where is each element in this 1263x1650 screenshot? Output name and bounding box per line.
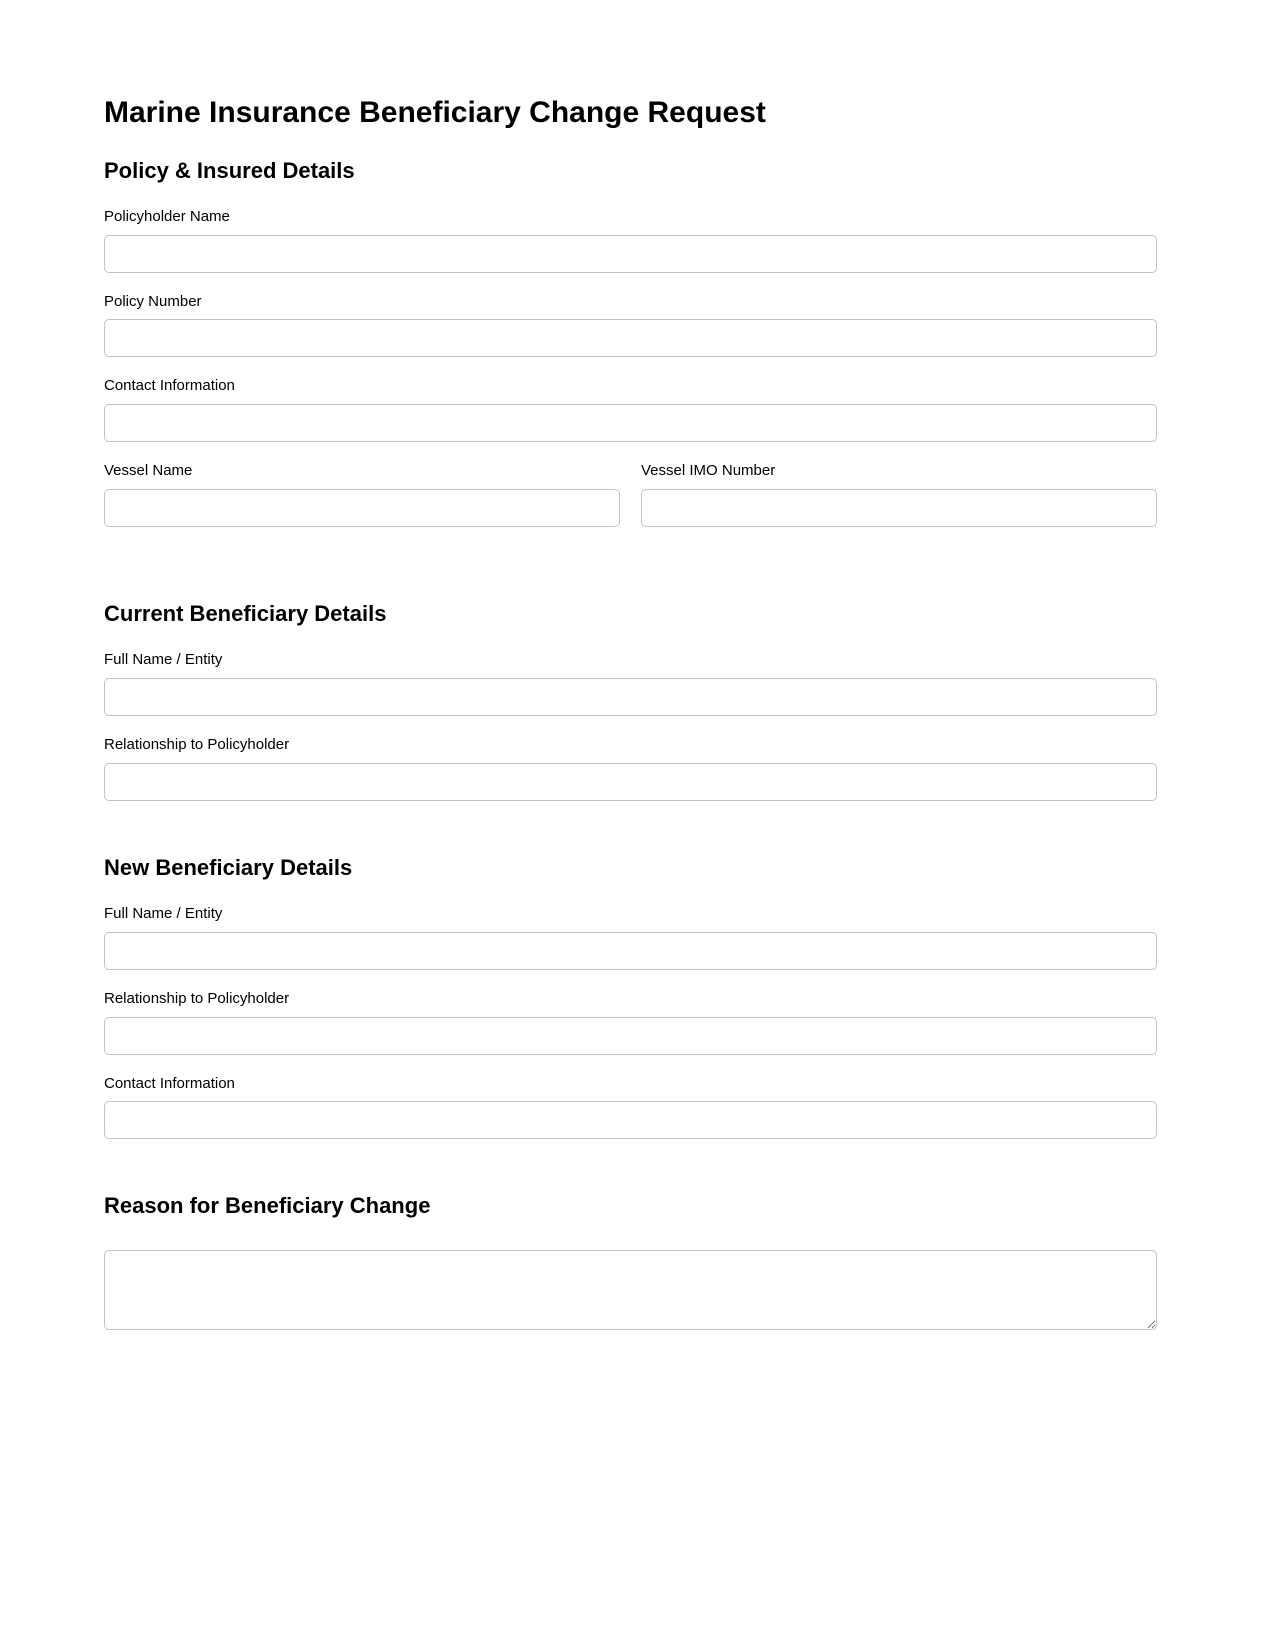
section-heading-reason: Reason for Beneficiary Change bbox=[104, 1193, 431, 1219]
field-policy-number bbox=[104, 293, 1157, 358]
section-current-beneficiary-details bbox=[104, 601, 1157, 801]
new-contact-information-input[interactable] bbox=[104, 1101, 1157, 1139]
field-current-relationship bbox=[104, 736, 1157, 801]
field-reason bbox=[104, 1250, 1157, 1330]
current-relationship-input[interactable] bbox=[104, 763, 1157, 801]
new-full-name-label: Full Name / Entity bbox=[104, 905, 223, 923]
vessel-name-input[interactable] bbox=[104, 489, 620, 527]
form-container bbox=[104, 0, 1157, 1650]
vessel-row bbox=[104, 462, 1157, 547]
new-full-name-input[interactable] bbox=[104, 932, 1157, 970]
field-policyholder-name bbox=[104, 208, 1157, 273]
contact-information-input[interactable] bbox=[104, 404, 1157, 442]
current-full-name-input[interactable] bbox=[104, 678, 1157, 716]
field-new-contact-information bbox=[104, 1075, 1157, 1140]
new-contact-information-label: Contact Information bbox=[104, 1074, 235, 1092]
field-vessel-imo-number bbox=[641, 462, 1157, 527]
section-heading-current-beneficiary: Current Beneficiary Details bbox=[104, 600, 387, 626]
field-new-relationship bbox=[104, 990, 1157, 1055]
current-full-name-label: Full Name / Entity bbox=[104, 651, 223, 669]
reason-textarea[interactable] bbox=[104, 1250, 1157, 1330]
vessel-imo-number-label: Vessel IMO Number bbox=[641, 462, 776, 480]
section-heading-policy-insured: Policy & Insured Details bbox=[104, 157, 355, 183]
field-contact-information bbox=[104, 377, 1157, 442]
new-relationship-label: Relationship to Policyholder bbox=[104, 989, 290, 1007]
page-title: Marine Insurance Beneficiary Change Request bbox=[104, 96, 766, 129]
policy-number-input[interactable] bbox=[104, 319, 1157, 357]
field-vessel-name bbox=[104, 462, 620, 527]
field-new-full-name bbox=[104, 905, 1157, 970]
section-policy-insured-details bbox=[104, 158, 1157, 547]
new-relationship-input[interactable] bbox=[104, 1017, 1157, 1055]
field-current-full-name bbox=[104, 651, 1157, 716]
policy-number-label: Policy Number bbox=[104, 292, 202, 310]
contact-information-label: Contact Information bbox=[104, 377, 235, 395]
section-reason-for-change bbox=[104, 1193, 1157, 1329]
section-new-beneficiary-details bbox=[104, 855, 1157, 1140]
policyholder-name-input[interactable] bbox=[104, 235, 1157, 273]
section-heading-new-beneficiary: New Beneficiary Details bbox=[104, 854, 353, 880]
vessel-imo-number-input[interactable] bbox=[641, 489, 1157, 527]
policyholder-name-label: Policyholder Name bbox=[104, 207, 230, 225]
current-relationship-label: Relationship to Policyholder bbox=[104, 736, 290, 754]
vessel-name-label: Vessel Name bbox=[104, 462, 193, 480]
